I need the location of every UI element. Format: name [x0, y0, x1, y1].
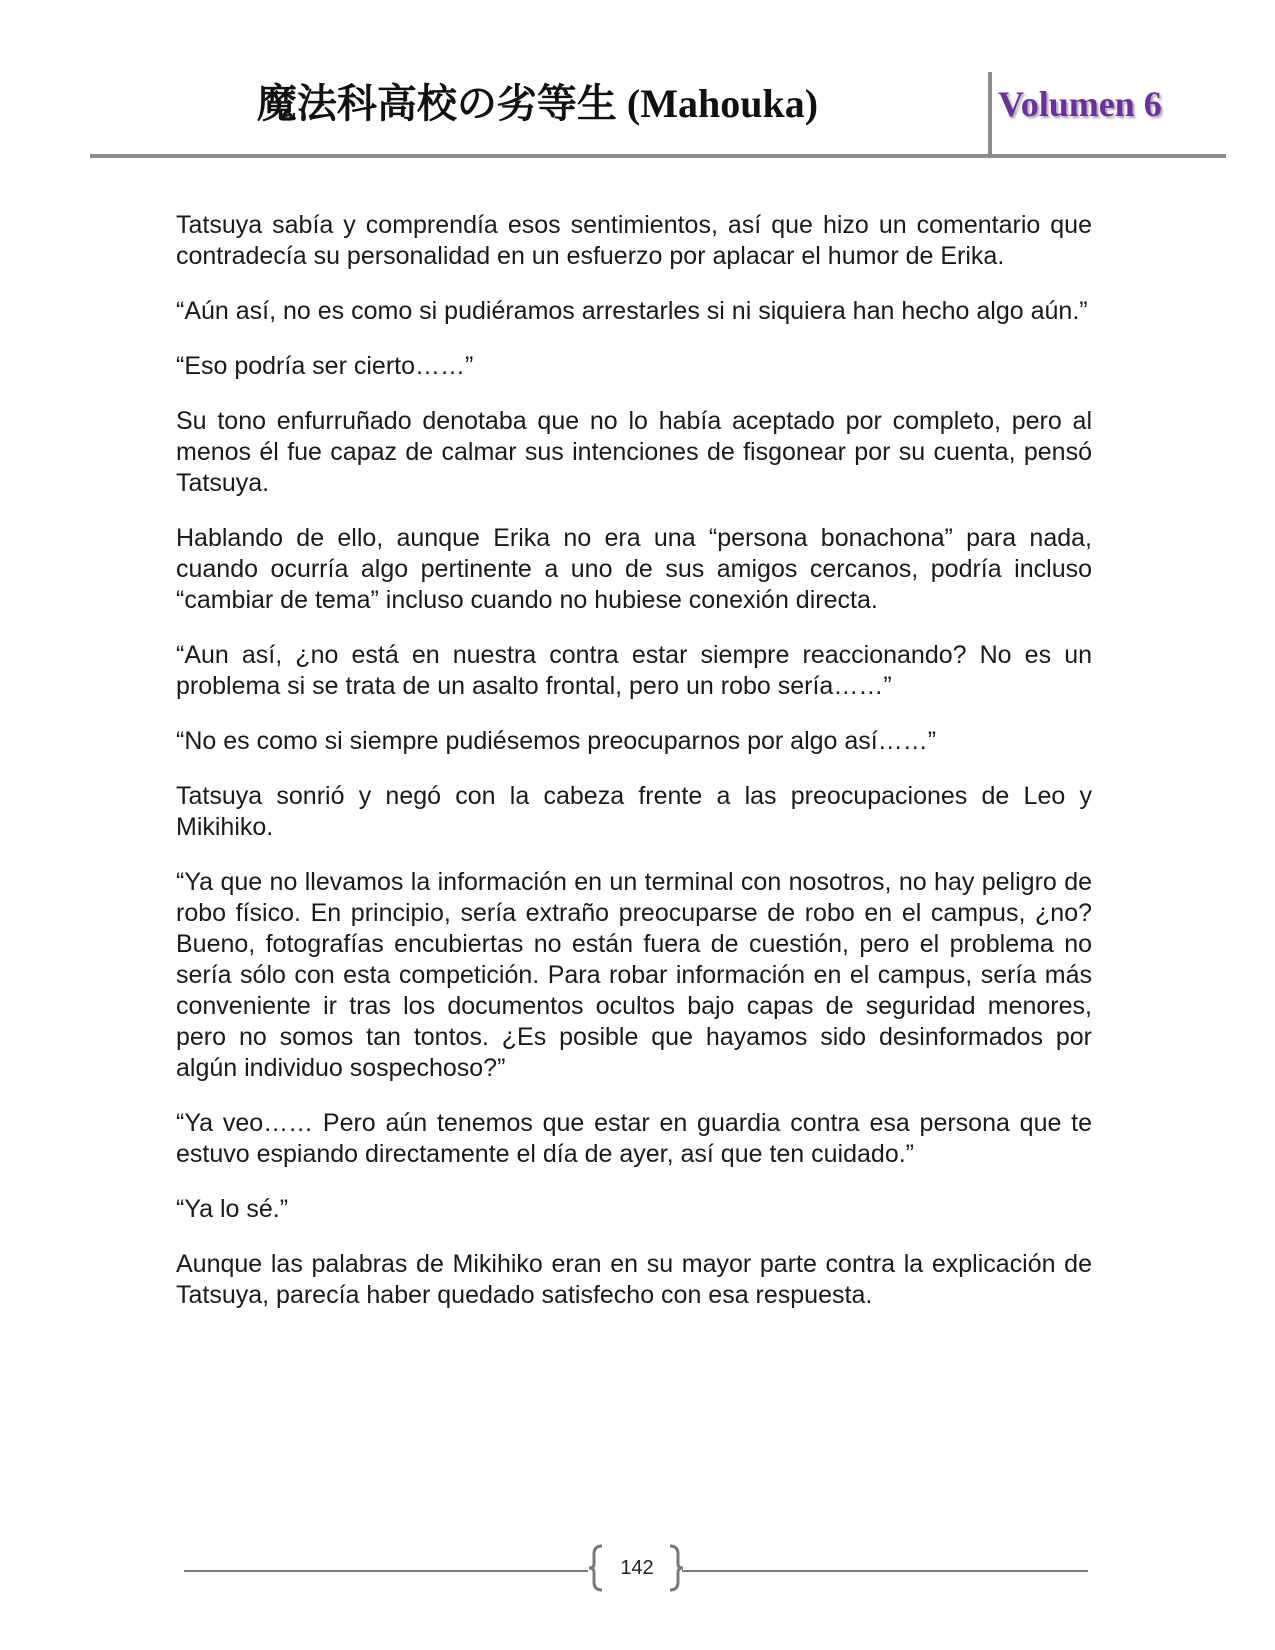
- paragraph-2: “Aún así, no es como si pudiéramos arrestarles si ni siquiera han hecho algo aún.”: [176, 297, 1088, 325]
- page-body: [176, 210, 1092, 1335]
- header-rule: [90, 154, 1226, 158]
- page-number: 142: [620, 1557, 654, 1579]
- book-title: 魔法科高校の劣等生 (Mahouka): [256, 81, 819, 126]
- page-footer: [0, 1540, 1275, 1600]
- paragraph-7: “No es como si siempre pudiésemos preocuparnos por algo así……”: [176, 727, 937, 755]
- paragraph-5: Hablando de ello, aunque Erika no era una “persona bonachona” para nada, cuando ocurría algo pertinente a uno de sus amigos cercanos, podría incluso “cambiar de tema” incluso cuando no hubiese conexión directa.: [176, 524, 1092, 614]
- paragraph-1: Tatsuya sabía y comprendía esos sentimientos, así que hizo un comentario que contradecía su personalidad en un esfuerzo por aplacar el humor de Erika.: [176, 211, 1092, 270]
- paragraph-3: “Eso podría ser cierto……”: [176, 352, 474, 380]
- volume-label: Volumen 6: [998, 84, 1162, 124]
- paragraph-8: Tatsuya sonrió y negó con la cabeza frente a las preocupaciones de Leo y Mikihiko.: [176, 782, 1092, 841]
- page-header: [0, 0, 1275, 160]
- paragraph-10: “Ya veo…… Pero aún tenemos que estar en guardia contra esa persona que te estuvo espiando directamente el día de ayer, así que ten cuidado.”: [176, 1109, 1092, 1168]
- paragraph-11: “Ya lo sé.”: [176, 1195, 289, 1223]
- right-brace-icon: [666, 1544, 686, 1592]
- paragraph-4: Su tono enfurruñado denotaba que no lo había aceptado por completo, pero al menos él fue capaz de calmar sus intenciones de fisgonear por su cuenta, pensó Tatsuya.: [176, 407, 1092, 497]
- paragraph-12: Aunque las palabras de Mikihiko eran en su mayor parte contra la explicación de Tatsuya, parecía haber quedado satisfecho con esa respuesta.: [176, 1250, 1092, 1309]
- footer-rule-left: [184, 1570, 588, 1572]
- header-vertical-divider: [988, 72, 992, 156]
- footer-rule-right: [682, 1570, 1088, 1572]
- paragraph-6: “Aun así, ¿no está en nuestra contra estar siempre reaccionando? No es un problema si se trata de un asalto frontal, pero un robo sería……”: [176, 641, 1092, 700]
- paragraph-9: “Ya que no llevamos la información en un terminal con nosotros, no hay peligro de robo físico. En principio, sería extraño preocuparse de robo en el campus, ¿no? Bueno, fotografías encubiertas no están fuera de cuestión, pero el problema no sería sólo con esta competición. Para robar información en el campus, sería más conveniente ir tras los documentos ocultos bajo capas de seguridad menores, pero no somos tan tontos. ¿Es posible que hayamos sido desinformados por algún individuo sospechoso?”: [176, 868, 1092, 1082]
